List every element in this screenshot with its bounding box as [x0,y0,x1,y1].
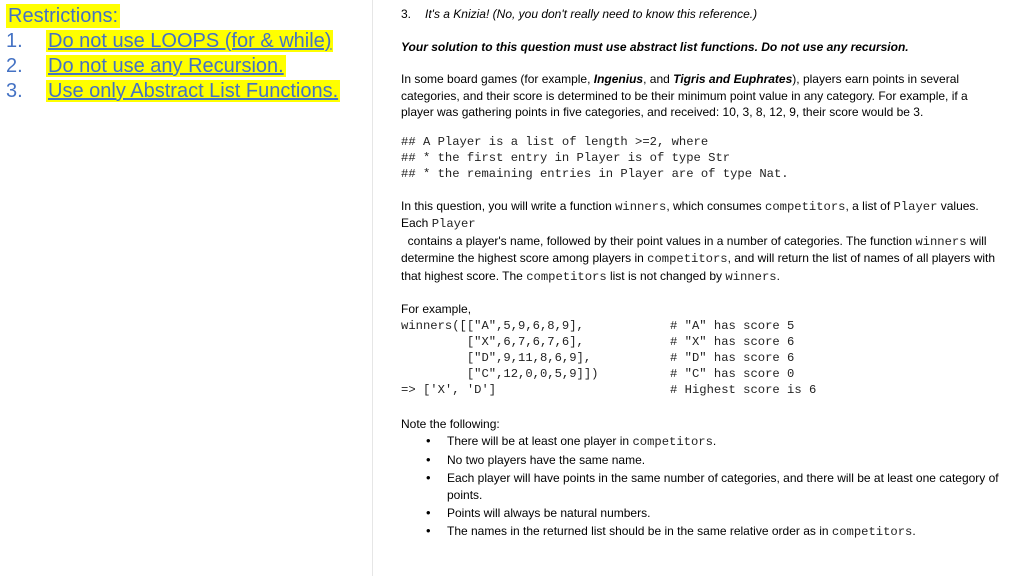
note-text: Points will always be natural numbers. [447,505,651,520]
desc-text: list is not changed by [606,268,726,283]
restriction-number: 1. [6,30,23,52]
question-heading [401,6,1001,23]
desc-text: , which consumes [666,198,766,213]
example-comments [670,318,816,398]
code-term: Player [431,217,476,231]
code-line: ## A Player is a list of length >=2, where [401,134,709,149]
code-comment: # Highest score is 6 [670,382,817,397]
code-term: competitors [526,269,607,284]
notes-label: Note the following: [401,416,500,431]
code-term: winners [615,199,667,214]
data-definition [401,134,1001,182]
example-label: For example, [401,302,472,316]
restrictions-panel [6,4,366,104]
intro-paragraph [401,71,1001,121]
note-text: No two players have the same name. [447,453,646,467]
note-text: . [912,523,916,538]
restrictions-list [6,29,366,104]
intro-text: In some board games (for example, [401,72,594,86]
restrictions-title: Restrictions: [8,5,119,27]
description-paragraph [401,198,1001,286]
game-name: Tigris and Euphrates [673,72,793,86]
restriction-item [6,29,366,54]
note-text: Each player will have points in the same number of categories, and there will be at least one category of points. [447,471,999,502]
note-item [401,433,1001,451]
desc-text: contains a player's name, followed by their point values in a number of categories. The function [401,233,916,248]
restriction-text: Do not use any Recursion. [48,55,284,77]
question-number: 3. [401,7,412,21]
code-line: ## * the first entry in Player is of type Str [401,150,731,165]
code-term: competitors [647,252,728,266]
code-line: winners([["A",5,9,6,8,9], [401,318,584,333]
code-line: => ['X', 'D'] [401,382,497,397]
code-line: ## * the remaining entries in Player are of type Nat. [401,166,789,181]
code-term: competitors [632,435,713,449]
example-call [401,318,598,398]
note-item [401,452,1001,469]
note-text: There will be at least one player in [447,434,633,448]
game-name: Ingenius [593,72,644,86]
restriction-number: 3. [6,80,23,102]
code-comment: # "D" has score 6 [670,350,795,365]
notes-list [401,433,1001,540]
note-item [401,523,1001,541]
desc-text: will determine the highest score among players in [401,233,987,265]
code-term: competitors [831,524,913,539]
restriction-item [6,79,366,104]
code-term: winners [915,234,967,249]
note-text: . [712,434,717,448]
code-comment: # "A" has score 5 [670,318,795,333]
code-comment: # "X" has score 6 [670,334,795,349]
page-divider [372,0,373,576]
code-line: ["X",6,7,6,7,6], [401,334,584,349]
note-item [401,470,1001,503]
restriction-item [6,54,366,79]
note-item [401,505,1001,522]
question-restriction: Your solution to this question must use abstract list functions. Do not use any recursion. [401,39,909,54]
question-title: It's a Knizia! (No, you don't really need to know this reference.) [425,7,758,21]
code-term: Player [893,199,938,214]
desc-text: , and will return the list of names of all players with that highest score. The [401,251,996,283]
question-panel [401,6,1001,542]
code-comment: # "C" has score 0 [670,366,795,381]
desc-text: , a list of [845,198,894,213]
example-code [401,318,1001,400]
code-term: winners [725,269,777,284]
restriction-number: 2. [6,55,23,77]
restriction-text: Use only Abstract List Functions. [48,80,339,102]
code-line: ["D",9,11,8,6,9], [401,350,592,365]
intro-text: ), players earn points in several categories, and their score is determined to be their minimum point value in any category. For example, if a player was gathering points in five categories, and received: 10, 3, 8, 12, 9, their score would be 3. [401,72,968,119]
code-term: competitors [765,199,846,214]
note-text: The names in the returned list should be in the same relative order as in [447,523,832,538]
desc-text: values. Each [401,198,979,230]
intro-text: , and [643,72,674,86]
desc-text: . [776,268,780,283]
code-line: ["C",12,0,0,5,9]]) [401,366,599,381]
restriction-text: Do not use LOOPS (for & while) [48,30,332,52]
desc-text: In this question, you will write a function [401,198,616,213]
